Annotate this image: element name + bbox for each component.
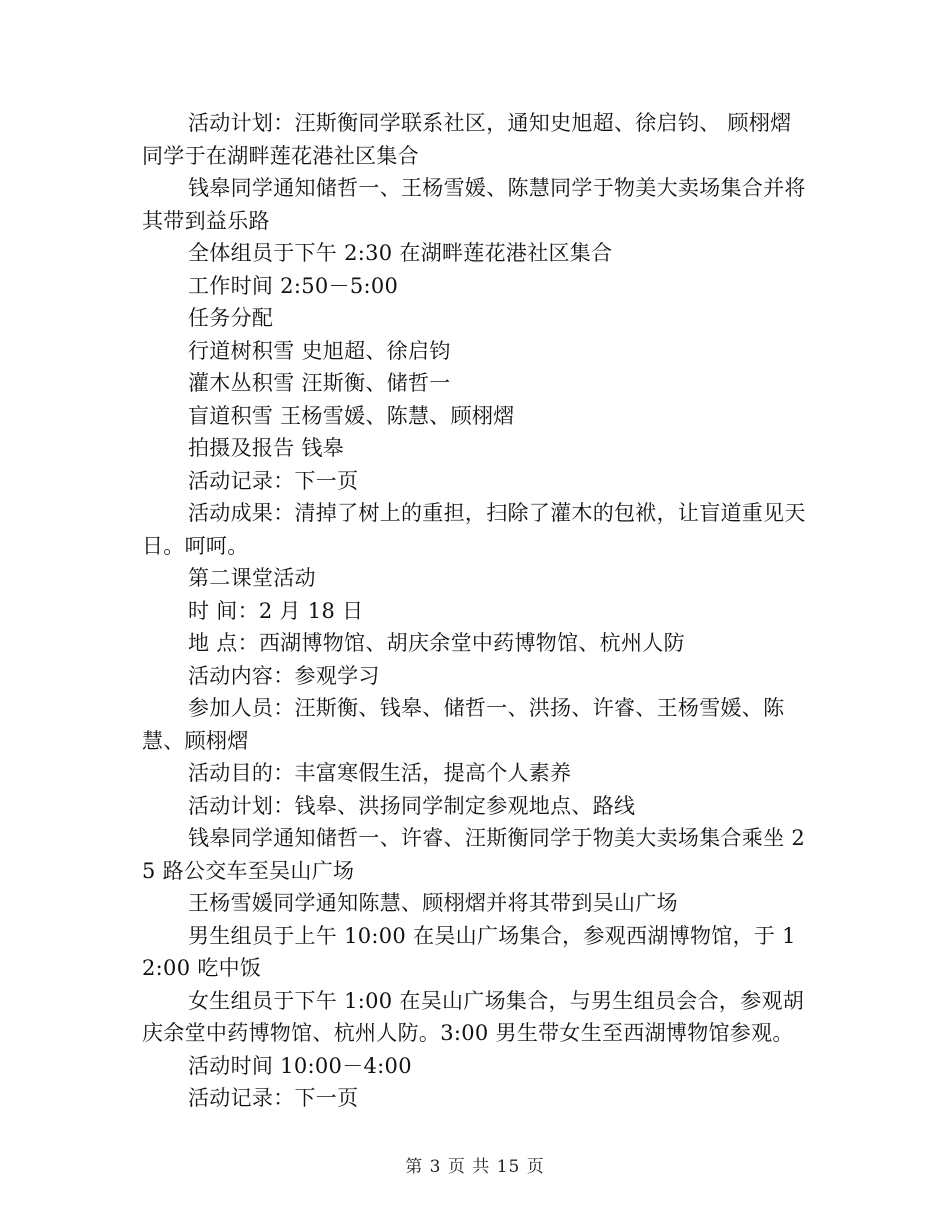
paragraph-bus-plan: 钱皋同学通知储哲一、许睿、汪斯衡同学于物美大卖场集合乘坐 25 路公交车至吴山广场 xyxy=(142,826,806,883)
paragraph-task-street-trees: 行道树积雪 史旭超、徐启钧 xyxy=(188,338,451,363)
paragraph-date: 时 间：2 月 18 日 xyxy=(188,598,364,623)
paragraph-work-time: 工作时间 2:50－5:00 xyxy=(188,273,399,298)
paragraph-activity-plan: 活动计划：汪斯衡同学联系社区，通知史旭超、徐启钧、 顾栩熠同学于在湖畔莲花港社区集合 xyxy=(142,111,792,168)
paragraph-notify-yile-road: 钱皋同学通知储哲一、王杨雪媛、陈慧同学于物美大卖场集合并将其带到益乐路 xyxy=(142,176,806,233)
paragraph-notify-wushan: 王杨雪媛同学通知陈慧、顾栩熠并将其带到吴山广场 xyxy=(188,891,678,915)
paragraph-boys-schedule: 男生组员于上午 10:00 在吴山广场集合，参观西湖博物馆，于 12:00 吃中饭 xyxy=(142,923,796,980)
paragraph-task-blind-path: 盲道积雪 王杨雪媛、陈慧、顾栩熠 xyxy=(188,403,515,428)
paragraph-task-assignment: 任务分配 xyxy=(188,306,274,330)
page-number-footer: 第 3 页 共 15 页 xyxy=(405,1157,545,1177)
paragraph-activity-purpose: 活动目的：丰富寒假生活，提高个人素养 xyxy=(188,761,572,785)
document-body xyxy=(142,107,812,1115)
paragraph-activity-plan-2: 活动计划：钱皋、洪扬同学制定参观地点、路线 xyxy=(188,793,636,818)
paragraph-participants: 参加人员：汪斯衡、钱皋、储哲一、洪扬、许睿、王杨雪媛、陈慧、顾栩熠 xyxy=(142,696,785,753)
paragraph-gather-time: 全体组员于下午 2:30 在湖畔莲花港社区集合 xyxy=(188,241,613,265)
paragraph-activity-record-2: 活动记录：下一页 xyxy=(188,1086,359,1110)
paragraph-task-shrubs: 灌木丛积雪 汪斯衡、储哲一 xyxy=(188,371,451,395)
paragraph-activity-content: 活动内容：参观学习 xyxy=(188,663,380,688)
paragraph-location: 地 点：西湖博物馆、胡庆余堂中药博物馆、杭州人防 xyxy=(188,631,685,655)
paragraph-second-class-heading: 第二课堂活动 xyxy=(188,566,316,590)
paragraph-activity-record-1: 活动记录：下一页 xyxy=(188,468,359,493)
paragraph-task-photo-report: 拍摄及报告 钱皋 xyxy=(188,436,345,460)
paragraph-activity-result: 活动成果：清掉了树上的重担，扫除了灌木的包袱，让盲道重见天日。呵呵。 xyxy=(142,501,806,558)
paragraph-activity-time: 活动时间 10:00－4:00 xyxy=(188,1053,412,1078)
paragraph-girls-schedule: 女生组员于下午 1:00 在吴山广场集合，与男生组员会合，参观胡庆余堂中药博物馆、杭州人防。3:00 男生带女生至西湖博物馆参观。 xyxy=(142,988,805,1045)
